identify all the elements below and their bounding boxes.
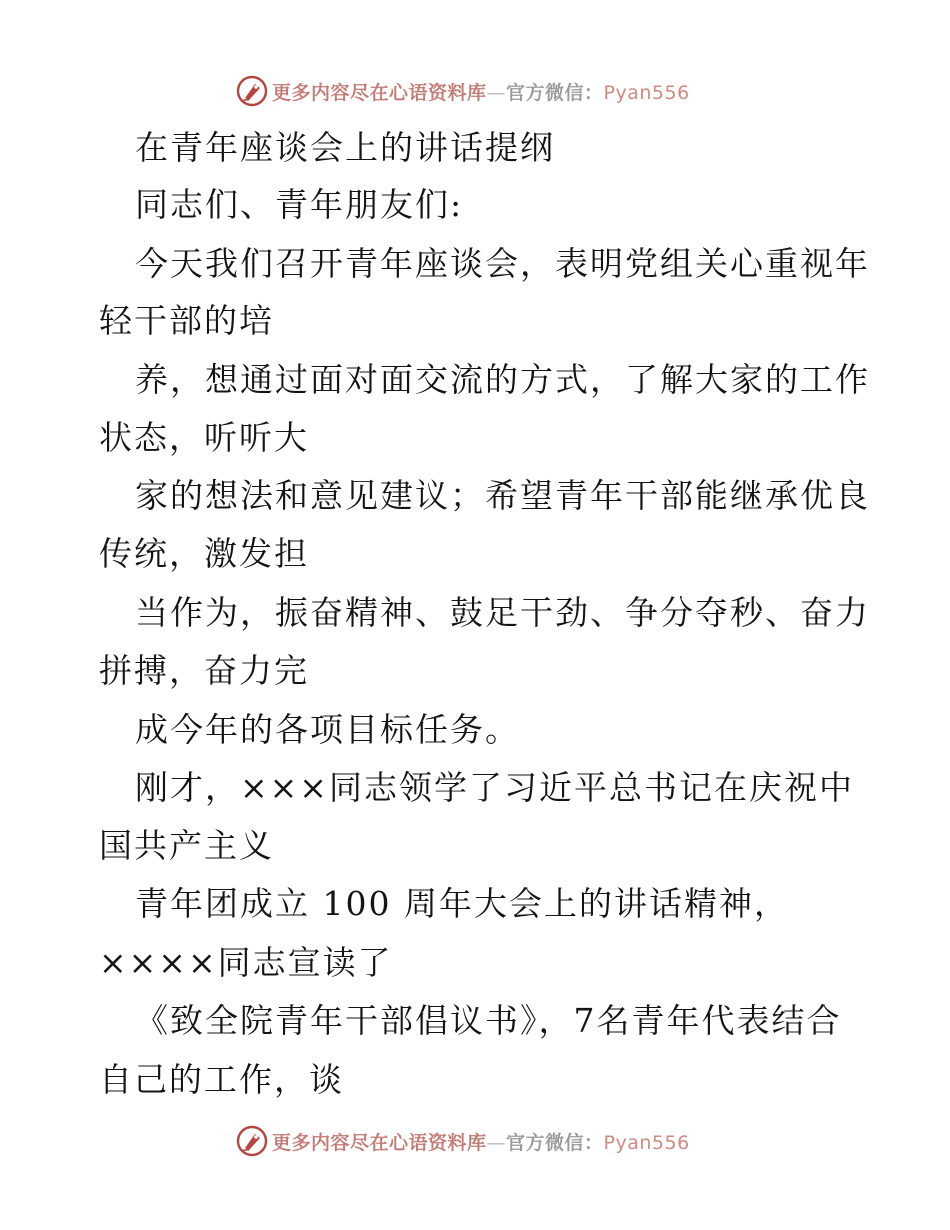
watermark-wechat-label: 官方微信： (506, 1131, 604, 1154)
body-line: 当作为，振奋精神、鼓足干劲、争分夺秒、奋力 (135, 593, 870, 632)
body-line: 成今年的各项目标任务。 (135, 710, 520, 749)
watermark-separator: — (486, 81, 507, 104)
watermark-wechat-id: Pyan556 (603, 1131, 690, 1154)
footer-watermark (236, 1124, 690, 1158)
body-line: 今天我们召开青年座谈会，表明党组关心重视年 (135, 244, 870, 283)
body-line: 家的想法和意见建议；希望青年干部能继承优良 (135, 476, 870, 515)
document-title: 在青年座谈会上的讲话提纲 (135, 128, 555, 167)
watermark-wechat-id: Pyan556 (603, 81, 690, 104)
watermark-main: 更多内容尽在心语资料库 (272, 81, 487, 104)
body-line: 《致全院青年干部倡议书》，7名青年代表结合 (135, 1001, 842, 1040)
pen-nib-logo-icon (236, 75, 268, 107)
pen-nib-logo-icon (236, 1125, 268, 1157)
greeting-line: 同志们、青年朋友们: (135, 185, 464, 224)
watermark-text (272, 78, 690, 105)
body-line: 青年团成立 100 周年大会上的讲话精神， (135, 884, 789, 923)
watermark-separator: — (486, 1131, 507, 1154)
body-line: 自己的工作，谈 (99, 1060, 344, 1099)
body-line: 状态，听听大 (99, 418, 309, 457)
body-line: 拼搏，奋力完 (99, 651, 309, 690)
body-line: 刚才，×××同志领学了习近平总书记在庆祝中 (135, 768, 854, 807)
body-line: 轻干部的培 (99, 301, 274, 340)
header-watermark (236, 74, 690, 108)
body-line: ××××同志宣读了 (99, 943, 393, 982)
body-line: 传统，激发担 (99, 534, 309, 573)
watermark-wechat-label: 官方微信： (506, 81, 604, 104)
body-line: 养，想通过面对面交流的方式，了解大家的工作 (135, 360, 870, 399)
watermark-text (272, 1128, 690, 1155)
watermark-main: 更多内容尽在心语资料库 (272, 1131, 487, 1154)
body-line: 国共产主义 (99, 826, 274, 865)
